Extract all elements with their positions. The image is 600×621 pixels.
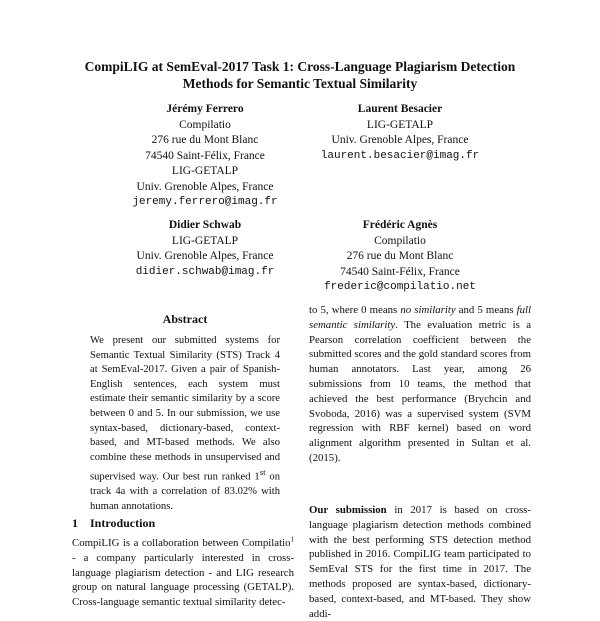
abstract-text-end: on track 4a with a correlation of 83.02% with human annotations. — [90, 471, 281, 513]
section-title: Introduction — [90, 516, 156, 530]
author-affiliation-line: 74540 Saint-Félix, France — [340, 265, 460, 278]
abstract-body — [90, 334, 280, 515]
author-affiliation-line: LIG-GETALP — [366, 118, 434, 131]
author-email: laurent.besacier@imag.fr — [320, 149, 480, 162]
section-number: 1 — [72, 516, 78, 530]
author-name: Jérémy Ferrero — [166, 103, 244, 115]
author-block-besacier — [305, 102, 495, 164]
abstract-text: We present our submitted systems for Semantic Textual Similarity (STS) Track 4 at SemEval-2017. Given a pair of Spanish-English sentences, each system must estimate their semantic similarity by a score between 0 and 5. In our submission, we use syntax-based, dictionary-based, context-based, and MT-based methods. We also combine these methods in unsupervised and supervised way. Our best run ranked 1 — [90, 335, 280, 483]
intro-text: CompiLIG is a collaboration between Compilatio — [72, 537, 291, 549]
paper-title: CompiLIG at SemEval-2017 Task 1: Cross-Language Plagiarism Detection Methods for Semantic Textual Similarity — [84, 59, 516, 91]
footnote-mark: 1 — [290, 535, 294, 544]
paragraph-lead: Our submission — [309, 504, 387, 516]
para-text: to 5, where 0 means — [309, 304, 401, 316]
author-email: didier.schwab@imag.fr — [135, 265, 275, 278]
abstract-superscript: st — [259, 467, 266, 478]
para-text: . The evaluation metric is a Pearson correlation coefficient between the submitted scores and the gold standard scores from human annotators. Last year, among 26 submissions from 10 teams, the method that achieved the best performance (Brychcin and Svoboda, 2016) was a supervised system (SVM regression with RBF kernel) based on word alignment algorithm presented in Sultan et al. (2015). — [309, 318, 532, 464]
author-affiliation-line: LIG-GETALP — [171, 165, 239, 177]
emphasis-no-similarity: no similarity — [400, 304, 456, 316]
author-affiliation-line: Univ. Grenoble Alpes, France — [136, 180, 274, 193]
author-name: Frédéric Agnès — [362, 219, 438, 231]
author-email: frederic@compilatio.net — [324, 281, 476, 293]
abstract-heading: Abstract — [162, 312, 208, 326]
author-affiliation-line: 74540 Saint-Félix, France — [145, 149, 265, 162]
author-affiliation-line: Compilatio — [179, 118, 231, 131]
para-text: and 5 means — [455, 304, 517, 316]
author-block-agnes — [305, 218, 495, 296]
our-submission-paragraph — [309, 503, 531, 621]
author-name: Laurent Besacier — [357, 103, 443, 115]
author-affiliation-line: 276 rue du Mont Blanc — [151, 134, 259, 146]
right-column-paragraph — [309, 303, 531, 466]
author-block-ferrero — [110, 102, 300, 211]
author-affiliation-line: 276 rue du Mont Blanc — [346, 250, 454, 262]
author-affiliation-line: LIG-GETALP — [171, 234, 239, 247]
introduction-body — [72, 536, 294, 610]
section-heading-introduction — [72, 516, 292, 531]
author-affiliation-line: Compilatio — [374, 234, 426, 247]
author-name: Didier Schwab — [168, 219, 242, 231]
emphasis-full-similarity: full semantic similarity — [309, 304, 532, 331]
author-block-schwab — [110, 218, 300, 280]
intro-text-continued: - a company particularly interested in cross-language plagiarism detection - and LIG research group on natural language processing (GETALP). Cross-language semantic textual similarity detec- — [72, 551, 294, 609]
author-email: jeremy.ferrero@imag.fr — [132, 196, 278, 208]
para-text: in 2017 is based on cross-language plagiarism detection methods combined with the best performing STS detection method published in 2016. CompiLIG team participated to SemEval STS for the first time in 2017. The methods proposed are syntax-based, dictionary-based, context-based, and MT-based. They show addi- — [309, 504, 531, 620]
author-affiliation-line: Univ. Grenoble Alpes, France — [136, 250, 274, 262]
author-affiliation-line: Univ. Grenoble Alpes, France — [331, 134, 469, 146]
